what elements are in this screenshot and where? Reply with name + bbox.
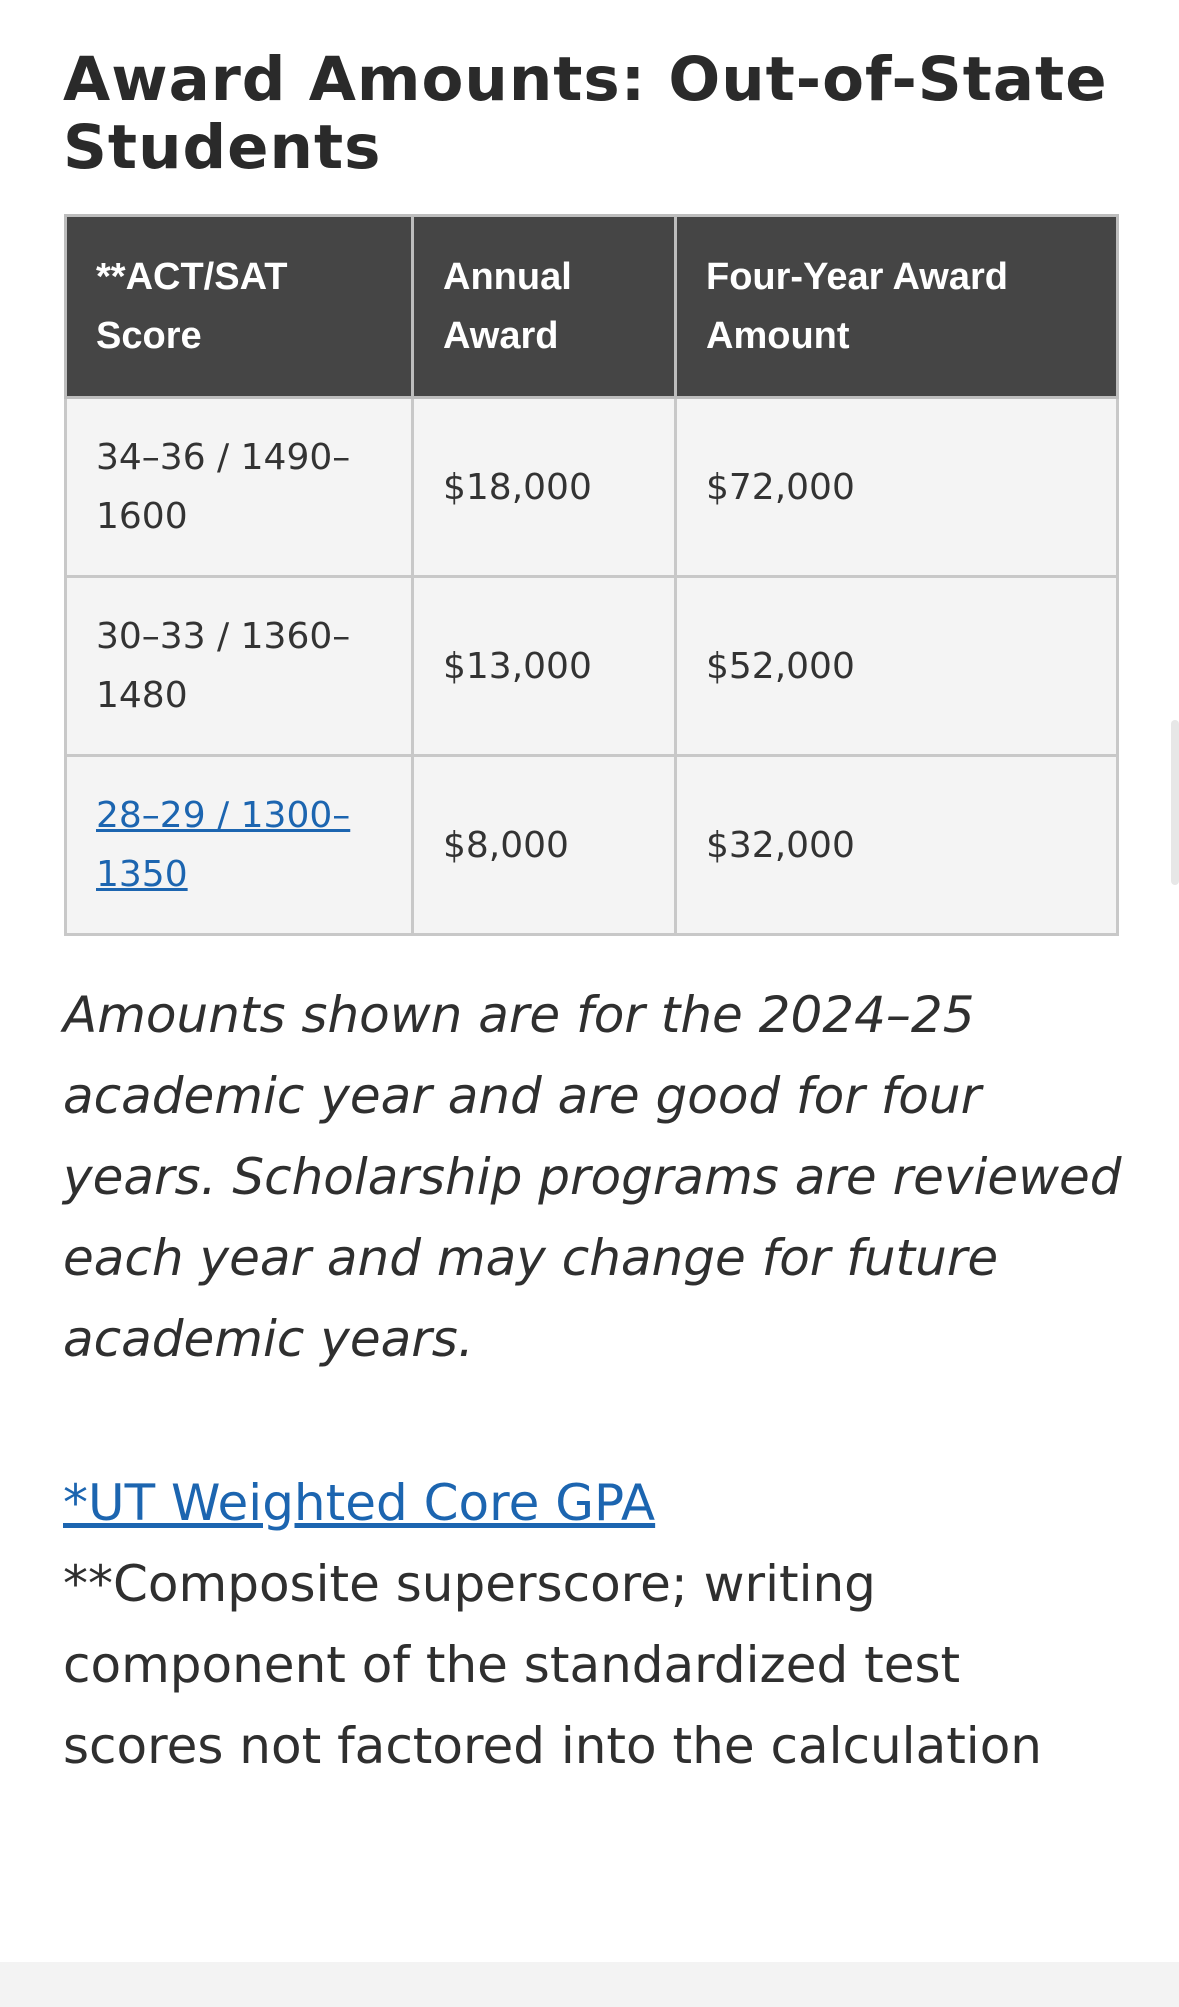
header-score: **ACT/SAT Score (66, 216, 413, 398)
gpa-link[interactable]: *UT Weighted Core GPA (63, 1474, 656, 1532)
cell-four-year: $52,000 (676, 577, 1118, 756)
score-footnote: **Composite superscore; writing component of the standardized test scores not factored into the calculation (63, 1555, 1042, 1775)
cell-annual: $13,000 (413, 577, 676, 756)
cell-score (66, 756, 413, 935)
footnotes (63, 1463, 1123, 1787)
cell-score: 30–33 / 1360–1480 (66, 577, 413, 756)
cell-four-year: $72,000 (676, 398, 1118, 577)
scrollbar[interactable] (1171, 720, 1179, 885)
table-row (66, 756, 1118, 935)
amounts-note: Amounts shown are for the 2024–25 academic year and are good for four years. Scholarship programs are reviewed each year and may change for future academic years. (63, 986, 1122, 1368)
section-title: Award Amounts: Out-of-State Students (63, 44, 1108, 183)
table-row (66, 577, 1118, 756)
award-table (64, 214, 1119, 936)
header-four-year-award: Four-Year Award Amount (676, 216, 1118, 398)
cell-annual: $8,000 (413, 756, 676, 935)
header-annual-award: Annual Award (413, 216, 676, 398)
cell-score: 34–36 / 1490–1600 (66, 398, 413, 577)
cell-four-year: $32,000 (676, 756, 1118, 935)
score-link[interactable]: 28–29 / 1300–1350 (96, 795, 351, 895)
table-row (66, 398, 1118, 577)
table-header-row (66, 216, 1118, 398)
footer-strip (0, 1962, 1179, 2007)
cell-annual: $18,000 (413, 398, 676, 577)
